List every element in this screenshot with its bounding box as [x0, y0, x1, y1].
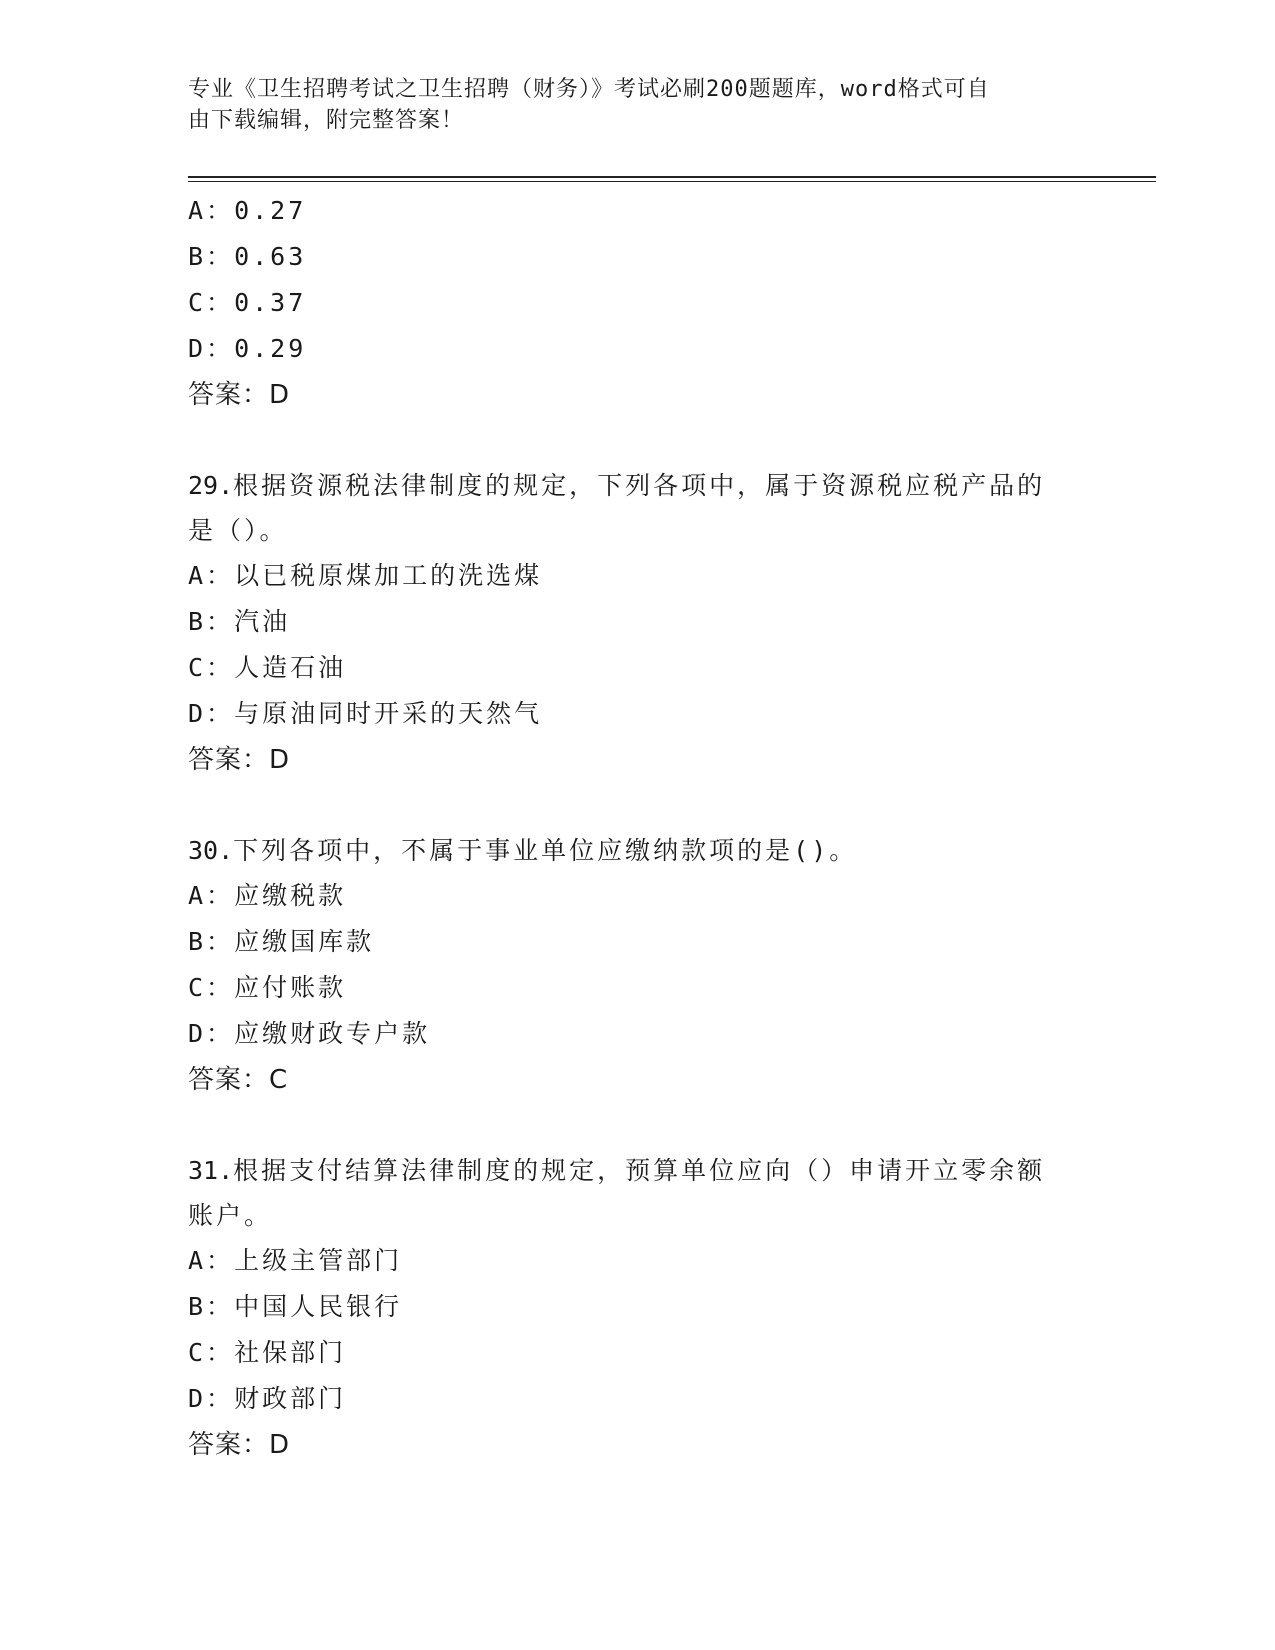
question-stem: 29.根据资源税法律制度的规定，下列各项中，属于资源税应税产品的 — [188, 471, 1046, 500]
header-rule-thin — [188, 181, 1156, 182]
option-c: C：0.37 — [188, 288, 307, 317]
prev-question — [188, 188, 1088, 418]
header-line-1: 专业《卫生招聘考试之卫生招聘（财务）》考试必刷200题题库，word格式可自 — [188, 77, 990, 102]
answer-line: 答案：D — [188, 1430, 291, 1460]
question-31 — [188, 1148, 1088, 1468]
option-c: C：人造石油 — [188, 653, 347, 682]
option-d: D：与原油同时开采的天然气 — [188, 699, 543, 728]
question-stem-cont: 账户。 — [188, 1201, 273, 1230]
question-stem-cont: 是（）。 — [188, 516, 288, 545]
option-a: A：上级主管部门 — [188, 1246, 403, 1275]
document-header — [188, 74, 1088, 136]
question-stem: 31.根据支付结算法律制度的规定，预算单位应向（）申请开立零余额 — [188, 1156, 1046, 1185]
spacer — [188, 418, 1088, 463]
option-a: A：以已税原煤加工的洗选煤 — [188, 561, 543, 590]
spacer — [188, 1103, 1088, 1148]
header-line-2: 由下载编辑，附完整答案！ — [188, 108, 465, 133]
answer-line: 答案：D — [188, 380, 291, 410]
question-list — [188, 188, 1088, 1468]
answer-line: 答案：D — [188, 745, 291, 775]
option-b: B：0.63 — [188, 242, 307, 271]
option-d: D：0.29 — [188, 334, 307, 363]
option-b: B：应缴国库款 — [188, 927, 375, 956]
question-30 — [188, 828, 1088, 1103]
option-b: B：中国人民银行 — [188, 1292, 403, 1321]
option-a: A：0.27 — [188, 196, 307, 225]
option-d: D：应缴财政专户款 — [188, 1019, 431, 1048]
spacer — [188, 783, 1088, 828]
option-d: D：财政部门 — [188, 1384, 347, 1413]
answer-line: 答案：C — [188, 1065, 289, 1095]
option-c: C：应付账款 — [188, 973, 347, 1002]
question-29 — [188, 463, 1088, 783]
question-stem: 30.下列各项中，不属于事业单位应缴纳款项的是()。 — [188, 836, 858, 865]
header-rule-thick — [188, 176, 1156, 178]
option-b: B：汽油 — [188, 607, 291, 636]
option-c: C：社保部门 — [188, 1338, 347, 1367]
option-a: A：应缴税款 — [188, 881, 347, 910]
